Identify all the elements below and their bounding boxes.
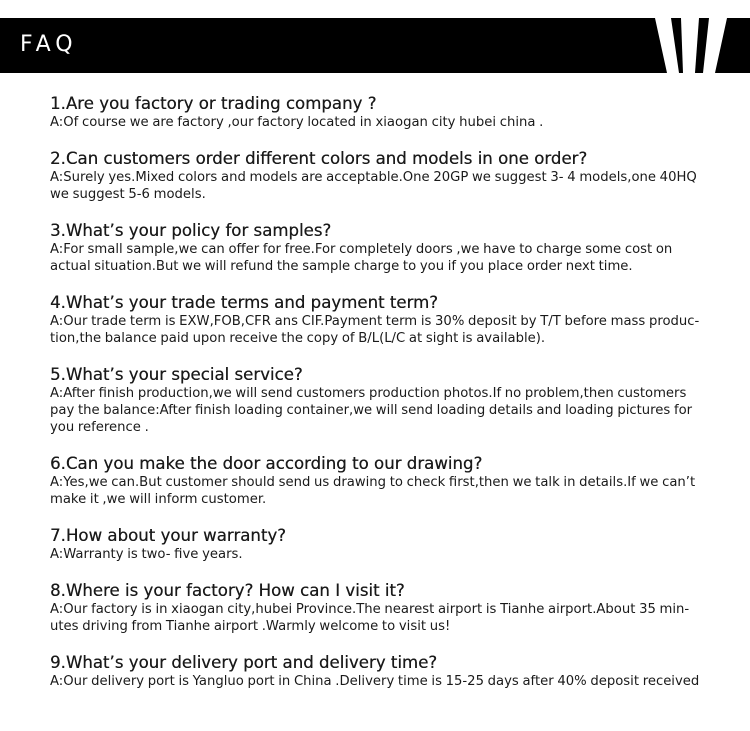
- faq-banner: [0, 18, 750, 73]
- faq-answer-line: tion,the balance paid upon receive the copy of B/L(L/C at sight is available).: [50, 331, 546, 346]
- faq-answer-line: you reference .: [50, 420, 149, 435]
- faq-item: [50, 293, 700, 347]
- faq-item: [50, 454, 700, 508]
- top-strip: [0, 0, 750, 18]
- faq-answer-line: A:After finish production,we will send customers production photos.If no problem,then customers: [50, 386, 687, 401]
- faq-question: 8.Where is your factory? How can I visit it?: [50, 581, 405, 600]
- faq-item: [50, 581, 700, 635]
- faq-list: [50, 94, 700, 690]
- faq-answer-line: we suggest 5-6 models.: [50, 187, 206, 202]
- faq-question: 2.Can customers order different colors and models in one order?: [50, 149, 588, 168]
- page-title: FAQ: [20, 32, 78, 57]
- faq-answer-line: pay the balance:After finish loading container,we will send loading details and loading pictures for: [50, 403, 693, 418]
- faq-item: [50, 94, 700, 131]
- faq-question: 9.What’s your delivery port and delivery time?: [50, 653, 438, 672]
- faq-question: 1.Are you factory or trading company ?: [50, 94, 377, 113]
- faq-question: 4.What’s your trade terms and payment term?: [50, 293, 438, 312]
- faq-answer-line: utes driving from Tianhe airport .Warmly welcome to visit us!: [50, 619, 451, 634]
- faq-question: 3.What’s your policy for samples?: [50, 221, 332, 240]
- faq-answer-line: A:Of course we are factory ,our factory located in xiaogan city hubei china .: [50, 115, 544, 130]
- faq-answer-line: A:Yes,we can.But customer should send us drawing to check first,then we talk in details.If we can’t: [50, 475, 696, 490]
- faq-answer-line: A:For small sample,we can offer for free.For completely doors ,we have to charge some cost on: [50, 242, 673, 257]
- faq-item: [50, 221, 700, 275]
- faq-answer-line: actual situation.But we will refund the sample charge to you if you place order next time.: [50, 259, 633, 274]
- faq-item: [50, 526, 700, 563]
- faq-item: [50, 365, 700, 436]
- faq-item: [50, 653, 700, 690]
- faq-question: 7.How about your warranty?: [50, 526, 286, 545]
- faq-answer-line: A:Our trade term is EXW,FOB,CFR ans CIF.Payment term is 30% deposit by T/T before mass produc-: [50, 314, 700, 329]
- faq-answer-line: A:Our delivery port is Yangluo port in China .Delivery time is 15-25 days after 40% deposit received: [50, 674, 700, 689]
- faq-answer-line: A:Warranty is two- five years.: [50, 547, 243, 562]
- faq-question: 6.Can you make the door according to our drawing?: [50, 454, 483, 473]
- faq-answer-line: A:Our factory is in xiaogan city,hubei Province.The nearest airport is Tianhe airport.About 35 min-: [50, 602, 690, 617]
- faq-answer-line: A:Surely yes.Mixed colors and models are acceptable.One 20GP we suggest 3- 4 models,one 40HQ: [50, 170, 697, 185]
- w-logo-icon: [655, 18, 727, 73]
- faq-question: 5.What’s your special service?: [50, 365, 303, 384]
- faq-answer-line: make it ,we will inform customer.: [50, 492, 267, 507]
- faq-item: [50, 149, 700, 203]
